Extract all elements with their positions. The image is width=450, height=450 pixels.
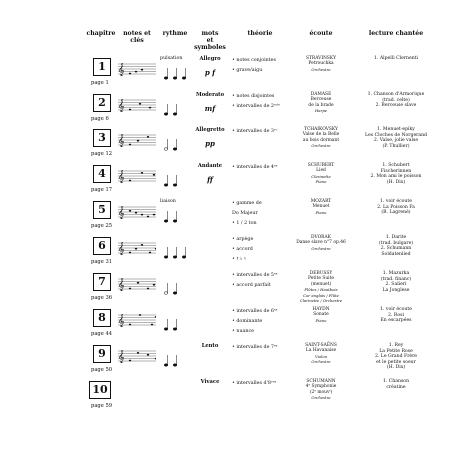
note-head [137,282,139,284]
rhythm-cell [160,163,192,193]
listening-line: 4ᵉ Symphonie [305,384,337,390]
note-head [129,109,131,111]
header-lecture-chantee: lecture chantée [368,30,424,37]
rhythm-note [164,364,168,367]
note-head [135,71,137,73]
singing-cell [356,163,436,185]
theory-item: • intervalles de 5ᵉˢ [232,273,278,278]
music-staff [118,241,156,255]
tempo-marking: Allegretto [195,127,225,133]
theory-item: • accord [232,247,253,252]
rhythm-cell [160,92,192,122]
rhythm-figures [160,98,192,124]
theory-cell [232,127,290,137]
treble-clef-icon: 𝄞 [118,206,125,219]
listening-cell [290,163,352,185]
chapter-page: page 31 [91,259,113,265]
listening-line: Danse slave n°7 op.46 [296,240,346,246]
listening-instrument: Flûtes / Hautbois Cor anglais / Flûte Clarinette / Orchestre [299,287,343,304]
note-head [129,144,131,146]
dynamic-marking: mf [204,104,216,113]
listening-line: STRAVINSKY [305,56,336,61]
treble-clef-icon: 𝄞 [118,314,125,327]
music-staff [118,277,156,291]
singing-line: 2. Schumann [380,246,412,252]
note-head [147,136,149,138]
singing-line: 2. Mon ami le poisson [370,174,422,180]
dynamic-marking: p f [204,68,216,77]
treble-clef-icon: 𝄞 [118,170,125,183]
note-head [147,216,149,218]
singing-line: créatine [386,384,406,390]
singing-line: 2. Berceuse slave [375,103,417,109]
header-mots-symboles: mots et symboles [194,30,226,51]
listening-cell [290,56,352,72]
theory-item: Do Majeur [232,211,258,216]
note-head [147,288,149,290]
note-head [149,107,151,109]
singing-line: 1. Menuet-epiky [377,127,415,132]
rhythm-note [173,148,177,151]
chapter-row [0,379,450,415]
singing-line: 1. Mazurka [382,271,410,276]
listening-instrument: Piano [315,209,327,215]
singing-cell [356,379,436,390]
rhythm-note [164,77,168,80]
music-staff [118,205,156,219]
singing-line: et le petite soeur [376,359,416,365]
note-head [129,180,131,182]
chapter-page: page 6 [91,116,109,122]
singing-line: 2. Salieri [385,282,407,288]
treble-clef-icon: 𝄞 [118,134,125,147]
rhythm-cell [160,343,192,373]
singing-line: En escarpées [380,318,412,324]
listening-line: DVORAK [311,235,331,240]
singing-cell [356,56,436,62]
listening-cell [290,199,352,215]
singing-line: (trad. celte) [382,97,410,103]
singing-cell [356,307,436,324]
theory-item: • notes disjointes [232,94,275,99]
listening-instrument: Orchestre [311,395,331,401]
listening-line: DAMASE [310,92,332,97]
singing-line: Fischerinnen [380,168,412,174]
rhythm-note [173,77,177,80]
treble-clef-icon: 𝄞 [118,278,125,291]
rhythm-note [164,184,168,187]
singing-line: (B. Lagrené) [381,210,411,216]
singing-cell [356,92,436,109]
listening-line: HAYDN [312,307,330,312]
mots-cell [192,343,228,349]
rhythm-figures [160,205,192,231]
listening-instrument: Orchestre [311,143,331,149]
rhythm-figures [160,277,192,303]
singing-line: (H. Dix) [386,365,406,371]
treble-clef-icon: 𝄞 [118,242,125,255]
listening-instrument: Piano [315,317,327,323]
theory-item: • intervalles de 4ᵉˢ [232,165,278,170]
tempo-marking: Allegro [199,56,221,62]
listening-line: DEBUSSY [309,271,333,276]
listening-cell [290,343,352,365]
listening-line: MOZART [310,199,332,204]
theory-cell [232,199,290,229]
note-head [139,314,141,316]
note-head [153,284,155,286]
listening-line: Petrouchka [308,61,334,67]
theory-item: • dominante [232,319,263,324]
rhythm-note [164,292,168,295]
listening-line: SCHUMANN [306,379,336,384]
listening-line: (menuet) [310,281,332,287]
singing-cell [356,235,436,257]
listening-line: La Havanaise [305,348,337,354]
rhythm-label: liaison [160,199,176,204]
note-head [155,358,156,360]
note-head [129,288,131,290]
note-head [129,252,131,254]
listening-line: Lied [316,168,326,174]
mots-cell [192,127,228,148]
theory-cell [232,307,290,337]
tempo-marking: Vivace [200,379,220,385]
rhythm-note [164,256,168,259]
theory-item: • accord parfait [232,283,271,288]
chapter-number: 8 [93,309,111,327]
singing-line: 2. Le Grand Frère [374,354,418,360]
rhythm-note [173,364,177,367]
header-notes-cles: notes et clés [123,30,151,44]
music-staff [118,349,156,363]
singing-line: La Petite Rose [379,348,413,354]
tempo-marking: Andante [197,163,223,169]
rhythm-cell [160,127,192,157]
note-head [139,103,141,105]
theory-item: • intervalles de 7ᵉˢ [232,345,278,350]
rhythm-note [182,256,186,259]
singing-line: La Jonglese [382,287,410,293]
listening-instrument: Orchestre [311,66,331,72]
listening-line: (2ᵉ mouvᵗ) [309,389,333,395]
chapter-row [0,199,450,235]
listening-line: au bois dormant [302,137,340,143]
note-head [147,354,149,356]
singing-line: 1. Alpelli Clernenti [373,56,418,61]
chapter-row [0,307,450,343]
music-staff [118,313,156,327]
tempo-marking: Moderato [195,92,225,98]
listening-line: SCHUBERT [307,163,335,168]
note-head [135,212,137,214]
chapter-page: page 36 [91,295,113,301]
rhythm-note [182,77,186,80]
music-staff [118,133,156,147]
note-head [141,244,143,246]
chapter-row [0,163,450,199]
singing-line: 1. voir écoute [380,307,412,312]
note-head [137,140,139,142]
note-head [153,174,155,176]
note-head [141,214,143,216]
listening-instrument: Clarinette Piano [311,173,331,185]
note-head [141,69,143,71]
note-head [137,352,139,354]
listening-line: SAINT-SAËNS [305,343,337,348]
rhythm-cell [160,271,192,301]
listening-cell [290,235,352,251]
treble-clef-icon: 𝄞 [118,350,125,363]
listening-line: Berceuse [310,97,332,103]
theory-cell [232,343,290,353]
mots-cell [192,92,228,113]
listening-line: de la brade [308,102,334,108]
rhythm-note [164,220,168,223]
rhythm-note [173,220,177,223]
rhythm-note [173,113,177,116]
singing-cell [356,127,436,149]
theory-cell [232,379,290,389]
rhythm-figures [160,133,192,159]
singing-line: 1. Chanson [382,379,410,384]
singing-cell [356,343,436,371]
chapter-page: page 17 [91,187,113,193]
theory-cell [232,56,290,76]
rhythm-figures [160,313,192,339]
singing-line: 1. Darite [385,235,407,240]
theory-item: • 1 / 2 ton [232,221,257,226]
listening-line: TCHAIKOVSKY [304,127,338,132]
listening-cell [290,271,352,303]
chapter-number: 7 [93,273,111,291]
chapter-row [0,92,450,128]
singing-line: Soldatenlied [381,251,411,257]
singing-line: (trad. bulgare) [378,240,414,246]
listening-instrument: Orchestre [311,245,331,251]
singing-line: (P. Thullier) [382,143,410,149]
listening-line: Sonate [313,312,329,318]
rhythm-figures [160,62,192,88]
rhythm-note [173,256,177,259]
theory-item: • gamme de [232,201,262,206]
singing-line: 2. La Poisson Fa [377,204,415,210]
theory-item: • intervalles de 6ᵉˢ [232,309,278,314]
note-head [153,214,155,216]
singing-line: 2. Rosi [388,312,404,318]
header-theorie: théorie [247,30,273,37]
mots-cell [192,56,228,77]
dynamic-marking: pp [205,139,215,148]
rhythm-cell [160,379,192,409]
note-head [129,360,131,362]
chapter-number: 1 [93,58,111,76]
chapter-number: 2 [93,94,111,112]
tempo-marking: Lento [201,343,219,349]
mots-cell [192,379,228,385]
listening-cell [290,307,352,323]
rhythm-note [173,292,177,295]
chapter-page: page 50 [91,367,113,373]
listening-cell [290,92,352,114]
chapter-page: page 12 [91,151,113,157]
singing-line: Les Cloches de Norgerand [365,132,427,138]
rhythm-figures [160,241,192,267]
dynamic-marking: ff [207,175,213,184]
rhythm-note [164,148,168,151]
header-rythme: rythme [162,30,188,37]
theory-cell [232,235,290,265]
rhythm-figures [160,385,192,411]
treble-clef-icon: 𝄞 [118,99,125,112]
chapter-row [0,271,450,307]
listening-cell [290,379,352,401]
header-chapitre: chapitre [86,30,116,37]
singing-line: (trad. financ) [380,276,412,282]
header-ecoute: écoute [309,30,333,37]
theory-item: • intervalles de 2ⁿᵈᵉ [232,104,280,109]
theory-item: • intervalles d'8ᵛᵉˢ [232,381,277,386]
rhythm-cell [160,56,192,86]
treble-clef-icon: 𝄞 [118,63,125,76]
rhythm-cell [160,235,192,265]
rhythm-note [173,184,177,187]
music-staff [118,98,156,112]
listening-cell [290,127,352,149]
theory-item: • notes conjointes [232,58,276,63]
note-head [129,210,131,212]
note-head [149,252,151,254]
singing-line: 1. Chanson d'Armorique [367,92,425,97]
theory-cell [232,92,290,112]
chapter-page: page 59 [91,403,113,409]
chapter-number: 9 [93,345,111,363]
chapter-page: page 25 [91,223,113,229]
singing-cell [356,199,436,216]
chapter-number: 10 [89,381,111,399]
chapter-row [0,127,450,163]
theory-item: • ♯ ♭ ♮ [232,257,246,262]
chapter-number: 3 [93,129,111,147]
rhythm-figures [160,349,192,375]
listening-instrument: Harpe [314,108,328,114]
note-head [129,324,131,326]
singing-line: 1. Schubert [382,163,410,168]
theory-item: • grave/aigu [232,68,263,73]
rhythm-label: pulsation [160,56,183,61]
mots-cell [192,163,228,184]
listening-line: Petite Suite [308,276,334,282]
chapter-row [0,343,450,379]
chapter-row [0,235,450,271]
chapter-number: 5 [93,201,111,219]
chapter-row [0,56,450,92]
rhythm-figures [160,169,192,195]
rhythm-note [164,328,168,331]
rhythm-note [173,328,177,331]
singing-line: 2. Valse, jolie valse [373,138,419,144]
singing-line: (H. Dix) [386,179,406,185]
theory-item: • arpège [232,237,254,242]
music-staff [118,169,156,183]
rhythm-note [164,113,168,116]
singing-cell [356,271,436,293]
chapter-number: 4 [93,165,111,183]
chapter-number: 6 [93,237,111,255]
theory-item: • nuance [232,329,255,334]
chapter-page: page 1 [91,80,109,86]
listening-line: Menuet [312,204,330,210]
note-head [135,248,137,250]
listening-instrument: Violon Orchestre [311,353,331,365]
theory-cell [232,163,290,173]
music-staff [118,62,156,76]
singing-line: 1. voir écoute [380,199,412,204]
theory-cell [232,271,290,291]
note-head [129,73,131,75]
rhythm-cell [160,307,192,337]
theory-item: • intervalles de 3ʳᶜ [232,129,278,134]
note-head [151,324,153,326]
listening-line: Valse de la Belle [302,132,340,138]
singing-line: 1. Rey [388,343,404,348]
note-head [141,172,143,174]
rhythm-cell [160,199,192,229]
chapter-page: page 44 [91,331,113,337]
